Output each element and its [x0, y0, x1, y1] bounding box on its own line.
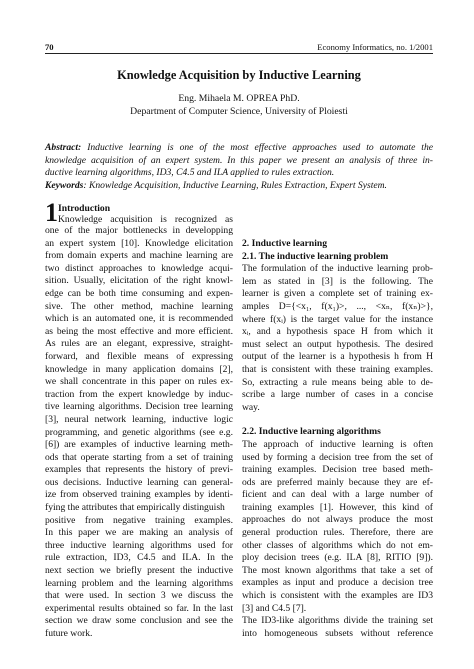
- paragraph-line: we shall concentrate in this paper on rules ex-: [45, 376, 233, 388]
- paper-title: Knowledge Acquisition by Inductive Learning: [117, 68, 361, 82]
- abstract-line: ductive learning algorithms, ID3, C4.5 and ILA applied to rules extraction.: [45, 167, 335, 179]
- keywords-line: [45, 180, 433, 193]
- paragraph-line: from domain experts and machine learning are: [45, 250, 233, 262]
- paragraph-line: examples that represents the history of previ-: [45, 464, 233, 476]
- paragraph-line: So, extracting a rule means being able to de-: [242, 376, 433, 388]
- paragraph-line: which is consistent with the examples are ID3: [242, 590, 433, 602]
- paragraph-line: The formulation of the inductive learning prob-: [242, 263, 433, 275]
- paragraph-line: next section we briefly present the inductive: [45, 565, 233, 577]
- paragraph-line: approaches do not always produce the most: [242, 514, 433, 526]
- spacer: [242, 414, 433, 426]
- paragraph-line: used by forming a decision tree from the set of: [242, 451, 433, 463]
- paragraph-line: ous decisions. Inductive learning can general-: [45, 476, 233, 488]
- paragraph-line: ods that operate starting from a set of training: [45, 451, 233, 463]
- header-rule: [45, 53, 433, 54]
- paragraph-line: fying the attributes that empirically distinguish: [45, 502, 225, 514]
- paragraph-line: experimental results obtained so far. In the last: [45, 602, 233, 614]
- paragraph-line: that were used. In section 3 we discuss the: [45, 590, 233, 602]
- subsection-title: 2.1. The inductive learning problem: [242, 250, 389, 262]
- paragraph-line: training examples. Decision tree based meth-: [242, 464, 433, 476]
- paragraph-line: section we draw some conclusion and see the: [45, 615, 233, 627]
- paragraph-line: rule extraction, ID3, C4.5 and ILA. In the: [45, 552, 233, 564]
- paragraph-line: positive from negative training examples.: [45, 514, 233, 526]
- paragraph-line: learning problem and the learning algorithms: [45, 577, 233, 589]
- abstract-line: [45, 142, 433, 155]
- paragraph-line: ficient and can deal with a large number of: [242, 489, 433, 501]
- page-number: 70: [45, 42, 54, 52]
- paragraph-line: The most known algorithms that take a set of: [242, 564, 433, 576]
- paragraph-line: programming, and genetic algorithms (see e.g.: [45, 426, 233, 438]
- paragraph-line: traction from the expert knowledge by induc-: [45, 388, 233, 400]
- author-affiliation: Department of Computer Science, University of Ploiesti: [130, 105, 348, 117]
- subsection-body: [242, 263, 433, 414]
- paragraph-line: [3], neural network learning, inductive logic: [45, 413, 233, 425]
- paragraph-line: Knowledge acquisition is recognized as: [58, 214, 233, 225]
- paragraph-line: training examples [1]. However, this kind of: [242, 501, 433, 513]
- paragraph-line: edge can be both time consuming and expen-: [45, 287, 233, 299]
- keywords-text: : Knowledge Acquisition, Inductive Learning, Rules Extraction, Expert System.: [83, 179, 387, 191]
- paragraph-line: sition. Usually, elicitation of the right knowl-: [45, 275, 233, 287]
- paragraph-line: other classes of algorithms which do not em-: [242, 539, 433, 551]
- section-number-dropcap: 1: [45, 198, 58, 227]
- paragraph-line: scribe a large number of cases in a concise: [242, 389, 433, 401]
- intro-body: [45, 225, 233, 641]
- paragraph-line: one of the major bottlenecks in developping: [45, 225, 233, 236]
- paragraph-line: ploy decision trees (e.g. ILA [8], RITIO [9]).: [242, 552, 433, 564]
- paragraph-line: learner is given a complete set of training ex-: [242, 288, 433, 300]
- paragraph-line: that is consistent with these training examples.: [242, 363, 433, 375]
- author-block: [45, 93, 433, 118]
- intro-heading: [45, 200, 233, 225]
- paragraph-line: xᵢ, and a hypothesis space H from which it: [242, 326, 433, 338]
- abstract-text: Inductive learning is one of the most effective approaches used to automate the: [87, 142, 433, 153]
- paragraph-line: amples D={<x₁, f(x₁)>, ..., <xₙ, f(xₙ)>},: [242, 300, 433, 312]
- paragraph-line: [6]) are examples of inductive learning meth-: [45, 439, 233, 451]
- section-title: 2. Inductive learning: [242, 238, 328, 249]
- paragraph-line: As rules are an elegant, expressive, straight-: [45, 338, 233, 350]
- paragraph-line: examples as input and produce a decision tree: [242, 577, 433, 589]
- abstract-label: Abstract:: [45, 142, 82, 153]
- paragraph-line: knowledge in many application domains [2],: [45, 363, 233, 375]
- paragraph-line: general production rules. Therefore, there are: [242, 527, 433, 539]
- author-name: Eng. Mihaela M. OPREA PhD.: [178, 93, 300, 104]
- left-column: [45, 200, 233, 641]
- abstract: [45, 142, 433, 192]
- abstract-line: knowledge acquisition of an expert system. In this paper we present an analysis of three in-: [45, 154, 433, 166]
- paragraph-line: into homogeneous subsets without reference: [242, 627, 433, 639]
- keywords-label: Keywords: [45, 179, 84, 191]
- section-title: Introduction: [58, 203, 111, 214]
- paragraph-line: two distinct approaches to knowledge acqui-: [45, 262, 233, 274]
- paragraph-line: sive. The other method, machine learning: [45, 300, 233, 312]
- paragraph-line: output of the learner is a hypothesis h from H: [242, 351, 433, 363]
- subsection-title: 2.2. Inductive learning algorithms: [242, 426, 381, 438]
- paragraph-line: ize from observed training examples by identi-: [45, 489, 233, 501]
- paragraph-line: way.: [242, 401, 260, 413]
- paragraph-line: lem as stated in [3] is the following. The: [242, 275, 433, 287]
- paragraph-line: [3] and C4.5 [7].: [242, 602, 307, 614]
- paragraph-line: where f(xᵢ) is the target value for the instance: [242, 313, 433, 325]
- paragraph-line: ods are preferred mainly because they are ef-: [242, 476, 433, 488]
- right-column: [242, 238, 433, 640]
- paragraph-line: as being the most effective and more efficient.: [45, 325, 233, 337]
- paragraph-line: The approach of inductive learning is often: [242, 438, 433, 450]
- paragraph-line: must select an output hypothesis. The desired: [242, 338, 433, 350]
- paragraph-line: three inductive learning algorithms used for: [45, 539, 233, 551]
- paragraph-line: forward, and flexible means of expressing: [45, 350, 233, 362]
- paragraph-line: an expert system [10]. Knowledge elicitation: [45, 237, 233, 249]
- paragraph-line: In this paper we are making an analysis of: [45, 527, 233, 539]
- journal-name: Economy Informatics, no. 1/2001: [317, 42, 433, 52]
- subsection-body: [242, 439, 433, 641]
- paragraph-line: which is an automated one, it is recommended: [45, 313, 233, 325]
- paragraph-line: The ID3-like algorithms divide the training set: [242, 615, 433, 627]
- paragraph-line: tive learning algorithms. Decision tree learning: [45, 401, 233, 413]
- paragraph-line: future work.: [45, 628, 93, 639]
